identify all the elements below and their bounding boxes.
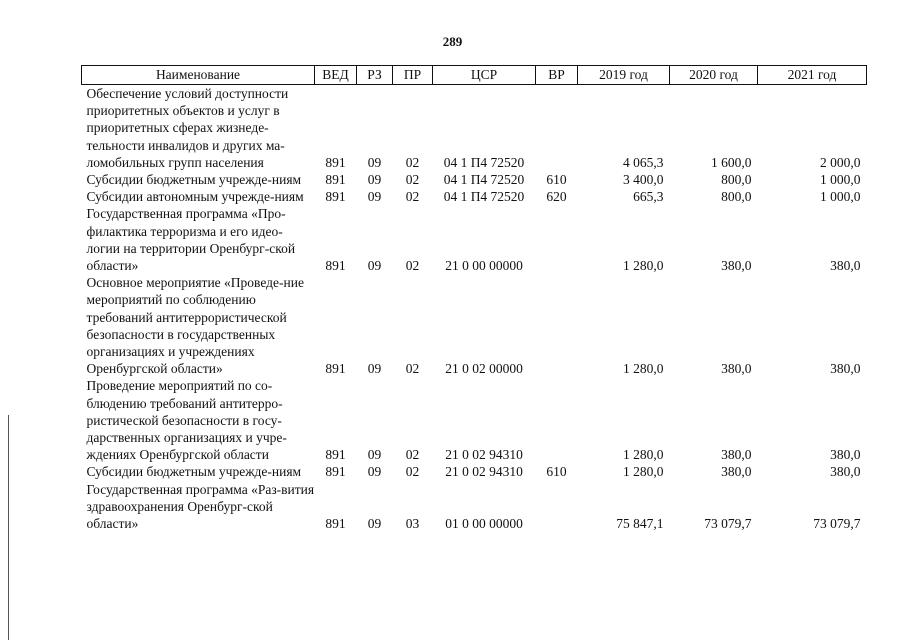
row-ved: 891	[325, 258, 346, 274]
row-vr	[536, 205, 578, 274]
row-ved: 891	[325, 516, 346, 532]
row-rz: 09	[367, 189, 382, 205]
row-pr: 02	[405, 447, 420, 463]
table-row	[82, 481, 867, 533]
row-vr: 610	[546, 172, 567, 188]
row-csr: 21 0 02 94310	[445, 464, 523, 480]
row-2020: 1 600,0	[711, 154, 752, 170]
row-rz: 09	[367, 361, 382, 377]
row-2021: 2 000,0	[820, 154, 861, 170]
table-row	[82, 463, 867, 480]
row-pr: 02	[405, 258, 420, 274]
table-row	[82, 188, 867, 205]
header-2020: 2020 год	[670, 66, 758, 85]
row-ved: 891	[325, 172, 346, 188]
budget-table	[81, 65, 867, 532]
row-rz: 09	[367, 516, 382, 532]
row-ved: 891	[325, 447, 346, 463]
row-2020: 380,0	[721, 361, 752, 377]
row-2020: 380,0	[721, 464, 752, 480]
row-name: Субсидии бюджетным учрежде-ниям	[86, 172, 302, 188]
row-rz: 09	[367, 447, 382, 463]
table-row	[82, 85, 867, 172]
row-2021: 1 000,0	[820, 172, 861, 188]
header-ved: ВЕД	[315, 66, 357, 85]
row-csr: 04 1 П4 72520	[443, 154, 525, 170]
row-pr: 02	[405, 154, 420, 170]
row-2021: 380,0	[830, 258, 861, 274]
page-number: 289	[442, 34, 463, 49]
row-vr	[536, 274, 578, 377]
table-row	[82, 377, 867, 463]
row-csr: 04 1 П4 72520	[443, 189, 525, 205]
row-2020: 380,0	[721, 447, 752, 463]
row-pr: 03	[405, 516, 420, 532]
row-2020: 380,0	[721, 258, 752, 274]
row-name: Обеспечение условий доступности приоритетных объектов и услуг в приоритетных сферах жизнеде-тельности инвалидов и других ма-ломобильных групп населения	[86, 86, 289, 170]
row-vr	[536, 377, 578, 463]
row-2019: 1 280,0	[623, 447, 664, 463]
row-2019: 75 847,1	[616, 516, 664, 532]
table-row	[82, 205, 867, 274]
row-2021: 380,0	[830, 361, 861, 377]
header-vr: ВР	[536, 66, 578, 85]
row-rz: 09	[367, 464, 382, 480]
row-name: Основное мероприятие «Проведе-ние мероприятий по соблюдению требований антитеррористической безопасности в государственных организациях и учреждениях Оренбургской области»	[86, 275, 304, 377]
table-row	[82, 274, 867, 377]
row-2019: 4 065,3	[623, 154, 664, 170]
row-2020: 73 079,7	[704, 516, 752, 532]
header-pr: ПР	[393, 66, 433, 85]
row-pr: 02	[405, 189, 420, 205]
row-2019: 1 280,0	[623, 361, 664, 377]
row-pr: 02	[405, 464, 420, 480]
budget-table-container	[81, 65, 866, 532]
row-name: Субсидии бюджетным учрежде-ниям	[86, 464, 302, 480]
row-name: Проведение мероприятий по со-блюдению требований антитерро-ристической безопасности в госу-дарственных организациях и учре-ждениях Оренбургской области	[86, 378, 287, 463]
row-name: Субсидии автономным учрежде-ниям	[86, 189, 304, 205]
row-vr: 610	[546, 464, 567, 480]
row-csr: 01 0 00 00000	[445, 516, 523, 532]
row-ved: 891	[325, 361, 346, 377]
table-row	[82, 171, 867, 188]
row-name: Государственная программа «Раз-вития здравоохранения Оренбург-ской области»	[86, 481, 315, 532]
row-rz: 09	[367, 154, 382, 170]
row-vr: 620	[546, 189, 567, 205]
row-pr: 02	[405, 361, 420, 377]
row-rz: 09	[367, 258, 382, 274]
row-pr: 02	[405, 172, 420, 188]
row-csr: 04 1 П4 72520	[443, 172, 525, 188]
row-2019: 3 400,0	[623, 172, 664, 188]
row-ved: 891	[325, 189, 346, 205]
row-2019: 665,3	[633, 189, 664, 205]
row-ved: 891	[325, 464, 346, 480]
row-2019: 1 280,0	[623, 464, 664, 480]
row-2019: 1 280,0	[623, 258, 664, 274]
row-2021: 73 079,7	[813, 516, 861, 532]
row-2021: 1 000,0	[820, 189, 861, 205]
row-2020: 800,0	[721, 189, 752, 205]
row-csr: 21 0 02 94310	[445, 447, 523, 463]
header-rz: РЗ	[357, 66, 393, 85]
row-csr: 21 0 00 00000	[445, 258, 523, 274]
row-name: Государственная программа «Про-филактика терроризма и его идео-логии на территории Оренбург-ской области»	[86, 206, 296, 274]
row-rz: 09	[367, 172, 382, 188]
scan-edge-line	[8, 415, 9, 640]
row-2021: 380,0	[830, 464, 861, 480]
row-2021: 380,0	[830, 447, 861, 463]
header-name: Наименование	[82, 66, 315, 85]
header-2019: 2019 год	[578, 66, 670, 85]
header-csr: ЦСР	[433, 66, 536, 85]
table-header-row	[82, 66, 867, 85]
row-2020: 800,0	[721, 172, 752, 188]
row-vr	[536, 85, 578, 172]
row-vr	[536, 481, 578, 533]
header-2021: 2021 год	[758, 66, 867, 85]
row-ved: 891	[325, 154, 346, 170]
row-csr: 21 0 02 00000	[445, 361, 523, 377]
